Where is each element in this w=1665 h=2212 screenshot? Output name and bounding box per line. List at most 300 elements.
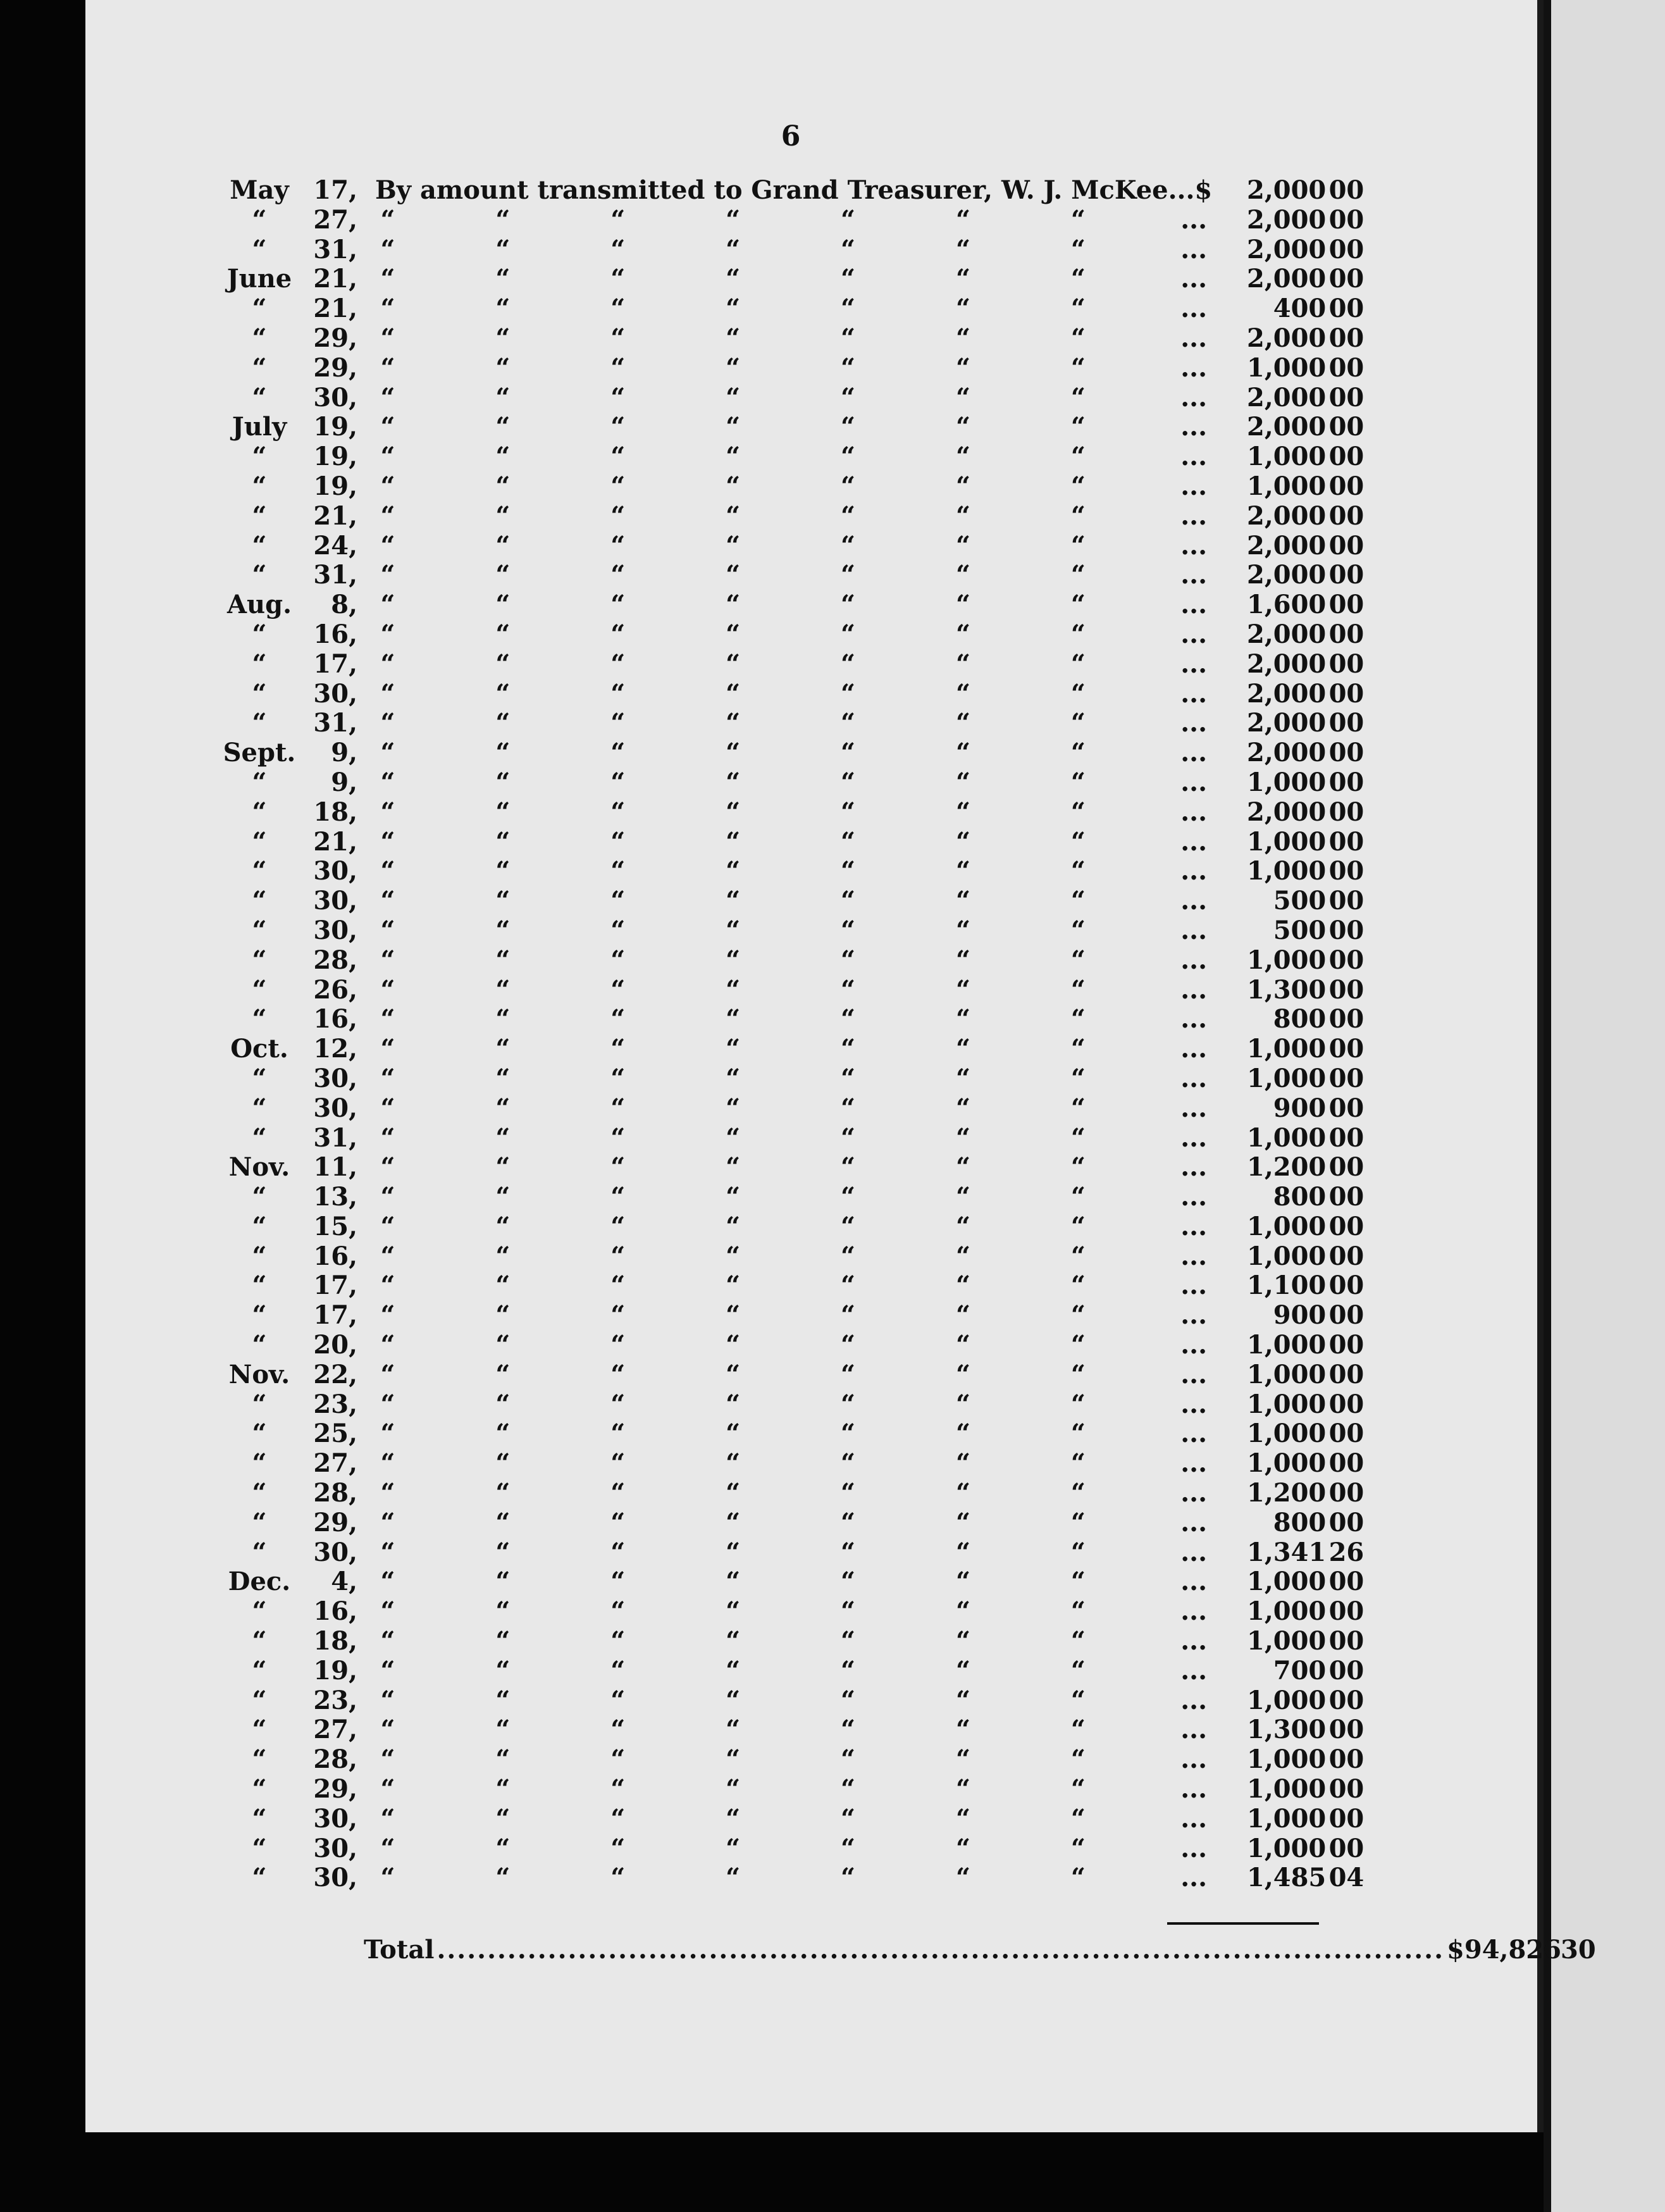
ditto-mark: “ [495,1034,511,1064]
ditto-marks [375,1094,1212,1124]
ledger-row [218,324,1364,354]
ditto-mark: “ [841,1567,856,1597]
row-cents: 00 [1328,382,1365,413]
ditto-mark: “ [610,1567,626,1597]
row-cents: 00 [1328,619,1365,649]
ledger-row [218,1064,1364,1094]
ditto-mark: “ [841,1478,856,1508]
leader-dots: ... [1180,1744,1208,1775]
ditto-mark: “ [726,1626,741,1656]
ledger-row [218,976,1364,1005]
ditto-mark: “ [610,619,626,649]
ditto-mark: “ [610,856,626,886]
ditto-mark: “ [1070,826,1086,857]
ditto-mark: “ [380,1359,395,1389]
ditto-mark: “ [955,471,970,501]
ditto-mark: “ [955,1507,970,1538]
row-description-ditto [357,1183,1212,1212]
row-month: “ [252,1211,267,1241]
ditto-mark: “ [1070,1626,1086,1656]
row-description-ditto [357,1035,1212,1064]
row-amount: 1,000 [1246,1211,1327,1241]
row-amount: 2,000 [1246,175,1327,205]
row-month: “ [252,234,267,264]
ditto-mark: “ [841,1359,856,1389]
ditto-mark: “ [1070,471,1086,501]
ditto-mark: “ [841,678,856,709]
row-amount: 1,000 [1246,1330,1327,1360]
leader-dots: ... [1180,382,1208,413]
row-day: 22, [313,1359,357,1389]
ditto-mark: “ [495,1507,511,1538]
ditto-mark: “ [955,767,970,797]
ledger-row [218,1419,1364,1449]
row-cents: 00 [1328,1004,1365,1035]
row-description-ditto [357,798,1212,828]
ditto-marks [375,1242,1212,1272]
row-description-ditto [357,206,1212,235]
ledger-row [218,1005,1364,1035]
row-amount: 500 [1273,915,1327,945]
row-description-ditto [357,976,1212,1005]
ditto-marks [375,1035,1212,1064]
leader-dots: ... [1180,1271,1208,1301]
row-amount: 2,000 [1246,500,1327,531]
row-day: 28, [313,1478,357,1508]
ledger-row [218,916,1364,946]
ditto-mark: “ [1070,1655,1086,1686]
ditto-mark: “ [610,974,626,1005]
ditto-mark: “ [726,1004,741,1035]
ditto-marks [375,1656,1212,1686]
ditto-marks [375,1538,1212,1568]
ditto-mark: “ [610,826,626,857]
row-day: 30, [313,1863,357,1893]
ditto-mark: “ [610,412,626,442]
ditto-mark: “ [610,767,626,797]
ditto-mark: “ [380,382,395,413]
ditto-mark: “ [726,649,741,679]
ditto-mark: “ [726,590,741,620]
ditto-mark: “ [380,1034,395,1064]
ditto-mark: “ [380,1567,395,1597]
row-day: 8, [331,590,357,620]
ditto-mark: “ [495,1863,511,1893]
row-day: 11, [313,1152,357,1183]
leader-dots: ... [1180,708,1208,738]
row-month: “ [252,1063,267,1093]
ditto-mark: “ [841,1537,856,1567]
ditto-mark: “ [841,1152,856,1183]
row-day: 29, [313,1774,357,1805]
ditto-mark: “ [955,1182,970,1212]
ledger-row [218,709,1364,738]
row-cents: 00 [1328,1774,1365,1805]
ditto-mark: “ [610,678,626,709]
ditto-mark: “ [1070,1152,1086,1183]
row-amount: 1,000 [1246,471,1327,501]
ditto-mark: “ [1070,1093,1086,1123]
ditto-mark: “ [841,1715,856,1745]
ditto-mark: “ [841,1211,856,1241]
row-cents: 00 [1328,797,1365,827]
ditto-mark: “ [955,234,970,264]
row-amount: 1,200 [1246,1478,1327,1508]
row-day: 30, [313,1093,357,1123]
row-month: “ [252,1685,267,1715]
ledger-row [218,1124,1364,1153]
ditto-mark: “ [495,767,511,797]
ditto-mark: “ [955,649,970,679]
ditto-mark: “ [495,708,511,738]
row-day: 28, [313,1744,357,1775]
adjacent-page-edge [1544,0,1665,2212]
ditto-mark: “ [955,204,970,235]
ditto-mark: “ [726,856,741,886]
ditto-mark: “ [1070,1863,1086,1893]
ditto-mark: “ [380,1863,395,1893]
row-cents: 00 [1328,767,1365,797]
row-cents: 00 [1328,1744,1365,1775]
ditto-mark: “ [380,767,395,797]
ditto-mark: “ [955,1211,970,1241]
ditto-mark: “ [1070,1034,1086,1064]
row-amount: 1,300 [1246,974,1327,1005]
ditto-mark: “ [841,471,856,501]
row-description-ditto [357,1449,1212,1479]
row-day: 16, [313,619,357,649]
ditto-mark: “ [726,1715,741,1745]
leader-dots: ... [1180,1774,1208,1805]
row-month: “ [252,352,267,383]
ditto-mark: “ [1070,560,1086,590]
row-day: 20, [313,1330,357,1360]
leader-dots: ... [1180,1182,1208,1212]
row-description-ditto [357,264,1212,294]
ditto-mark: “ [841,412,856,442]
ditto-mark: “ [380,1300,395,1331]
row-description-ditto [357,590,1212,620]
row-amount: 2,000 [1246,708,1327,738]
ditto-mark: “ [380,1004,395,1035]
ditto-marks [375,798,1212,828]
ditto-marks [375,383,1212,413]
ledger-row [218,383,1364,413]
row-description-ditto [357,916,1212,946]
ditto-marks [375,650,1212,680]
row-day: 30, [313,886,357,916]
ditto-mark: “ [726,1448,741,1479]
ditto-marks [375,1686,1212,1716]
ditto-mark: “ [726,1182,741,1212]
ditto-marks [375,1567,1212,1597]
ditto-mark: “ [955,1478,970,1508]
ditto-mark: “ [380,1211,395,1241]
row-cents: 00 [1328,915,1365,945]
leader-dots: ... [1180,1803,1208,1834]
ditto-mark: “ [1070,1004,1086,1035]
ditto-mark: “ [726,204,741,235]
ditto-mark: “ [495,412,511,442]
ditto-mark: “ [726,294,741,324]
ditto-mark: “ [726,1034,741,1064]
ditto-mark: “ [726,708,741,738]
ditto-mark: “ [380,530,395,561]
ditto-mark: “ [610,234,626,264]
ditto-mark: “ [610,1359,626,1389]
ditto-mark: “ [955,1715,970,1745]
row-amount: 2,000 [1246,204,1327,235]
ditto-mark: “ [380,412,395,442]
ditto-mark: “ [841,323,856,353]
ditto-mark: “ [380,915,395,945]
row-month: “ [252,915,267,945]
leader-dots: ... [1180,826,1208,857]
ditto-mark: “ [380,1626,395,1656]
total-leader-dots: .................................................................................................... [436,1935,1445,1965]
ditto-mark: “ [610,530,626,561]
row-month: “ [252,1300,267,1331]
ledger-row [218,235,1364,265]
row-day: 31, [313,708,357,738]
ledger-row [218,620,1364,650]
ditto-mark: “ [380,649,395,679]
ditto-mark: “ [726,1122,741,1153]
ditto-mark: “ [1070,738,1086,768]
ledger-row [218,886,1364,916]
ditto-mark: “ [495,974,511,1005]
ditto-mark: “ [841,382,856,413]
row-amount: 1,300 [1246,1715,1327,1745]
ditto-mark: “ [610,1715,626,1745]
ditto-mark: “ [955,1774,970,1805]
ditto-marks [375,1863,1212,1893]
ditto-marks [375,1715,1212,1745]
row-cents: 00 [1328,590,1365,620]
ditto-mark: “ [495,1182,511,1212]
ditto-mark: “ [380,1448,395,1479]
row-month: “ [252,1626,267,1656]
ditto-mark: “ [495,1389,511,1419]
leader-dots: ... [1180,1122,1208,1153]
row-day: 28, [313,945,357,975]
row-amount: 2,000 [1246,264,1327,294]
ditto-mark: “ [1070,1241,1086,1271]
ditto-mark: “ [955,1271,970,1301]
row-cents: 00 [1328,1182,1365,1212]
row-month: “ [252,1093,267,1123]
row-amount: 900 [1273,1093,1327,1123]
ditto-mark: “ [495,945,511,975]
row-amount: 1,000 [1246,1833,1327,1863]
row-amount: 1,000 [1246,826,1327,857]
row-description-ditto [357,709,1212,738]
row-amount: 2,000 [1246,649,1327,679]
row-cents: 00 [1328,352,1365,383]
ledger-row [218,946,1364,976]
row-cents: 00 [1328,1300,1365,1331]
ditto-mark: “ [955,678,970,709]
row-cents: 00 [1328,1330,1365,1360]
row-month: “ [252,708,267,738]
row-day: 31, [313,234,357,264]
row-month: Nov. [228,1152,290,1183]
ditto-mark: “ [955,915,970,945]
ledger-row [218,206,1364,235]
row-description-ditto [357,1567,1212,1597]
ditto-mark: “ [841,738,856,768]
ditto-mark: “ [495,1419,511,1449]
ditto-mark: “ [495,797,511,827]
ditto-mark: “ [1070,856,1086,886]
ditto-mark: “ [610,590,626,620]
row-description-ditto [357,1627,1212,1656]
ditto-mark: “ [380,352,395,383]
row-day: 16, [313,1004,357,1035]
row-month: “ [252,560,267,590]
ledger-row [218,1745,1364,1775]
ditto-mark: “ [495,500,511,531]
ditto-mark: “ [610,323,626,353]
ditto-mark: “ [495,1774,511,1805]
row-month: “ [252,294,267,324]
leader-dots: ... [1180,1034,1208,1064]
row-month: June [226,264,292,294]
ledger-row [218,1479,1364,1508]
leader-dots: ... [1180,797,1208,827]
ditto-mark: “ [955,974,970,1005]
row-cents: 00 [1328,974,1365,1005]
leader-dots: ... [1180,471,1208,501]
row-cents: 00 [1328,1063,1365,1093]
row-month: “ [252,1744,267,1775]
leader-dots: ... [1180,1300,1208,1331]
ditto-marks [375,531,1212,561]
leader-dots: ... [1180,1537,1208,1567]
ditto-mark: “ [1070,915,1086,945]
row-cents: 00 [1328,678,1365,709]
ditto-mark: “ [1070,886,1086,916]
ditto-mark: “ [841,1004,856,1035]
ditto-mark: “ [726,500,741,531]
ledger-row [218,738,1364,768]
ditto-mark: “ [841,294,856,324]
ditto-mark: “ [610,1833,626,1863]
ditto-mark: “ [495,856,511,886]
row-month: “ [252,1419,267,1449]
ditto-mark: “ [610,886,626,916]
ditto-mark: “ [610,560,626,590]
row-day: 18, [313,1626,357,1656]
total-rule [1167,1922,1319,1925]
row-day: 19, [313,442,357,472]
ditto-mark: “ [841,1774,856,1805]
row-description-ditto [357,1153,1212,1183]
ditto-mark: “ [841,1685,856,1715]
row-cents: 00 [1328,1596,1365,1627]
ditto-mark: “ [495,1241,511,1271]
ditto-mark: “ [380,945,395,975]
row-cents: 00 [1328,234,1365,264]
row-description-ditto [357,1656,1212,1686]
row-month: “ [252,1596,267,1627]
ditto-marks [375,1301,1212,1331]
row-cents: 00 [1328,264,1365,294]
ditto-mark: “ [1070,323,1086,353]
row-amount: 1,600 [1246,590,1327,620]
ditto-mark: “ [610,382,626,413]
ditto-mark: “ [380,1537,395,1567]
ditto-mark: “ [380,323,395,353]
row-month: “ [252,1182,267,1212]
row-description-ditto [357,1064,1212,1094]
row-amount: 1,000 [1246,1241,1327,1271]
ditto-marks [375,1331,1212,1360]
ditto-mark: “ [955,1004,970,1035]
row-description-ditto [357,1834,1212,1864]
ditto-mark: “ [1070,678,1086,709]
row-cents: 00 [1328,856,1365,886]
ditto-mark: “ [726,915,741,945]
ditto-mark: “ [841,1419,856,1449]
row-cents: 00 [1328,1093,1365,1123]
row-cents: 00 [1328,471,1365,501]
ditto-mark: “ [610,442,626,472]
row-description-ditto [357,502,1212,531]
row-amount: 1,000 [1246,1448,1327,1479]
leader-dots: ... [1180,1330,1208,1360]
ditto-marks [375,1360,1212,1390]
leader-dots: ... [1180,1419,1208,1449]
row-cents: 00 [1328,708,1365,738]
ditto-marks [375,1805,1212,1834]
ditto-mark: “ [495,826,511,857]
ditto-mark: “ [955,1596,970,1627]
row-cents: 00 [1328,1478,1365,1508]
row-month: “ [252,382,267,413]
ditto-marks [375,590,1212,620]
ditto-mark: “ [726,767,741,797]
leader-dots: ... [1180,412,1208,442]
row-day: 19, [313,471,357,501]
ditto-mark: “ [495,234,511,264]
ledger-row [218,1242,1364,1272]
ditto-mark: “ [1070,1389,1086,1419]
ditto-mark: “ [495,738,511,768]
row-amount: 1,000 [1246,1626,1327,1656]
ditto-mark: “ [955,945,970,975]
ditto-marks [375,1064,1212,1094]
ditto-mark: “ [841,649,856,679]
row-amount: 2,000 [1246,619,1327,649]
ditto-mark: “ [1070,264,1086,294]
ditto-marks [375,1271,1212,1301]
ledger-row [218,1715,1364,1745]
row-day: 30, [313,1063,357,1093]
row-day: 21, [313,500,357,531]
ditto-mark: “ [841,1063,856,1093]
row-cents: 00 [1328,1211,1365,1241]
row-month: “ [252,1448,267,1479]
ditto-mark: “ [726,886,741,916]
ditto-marks [375,709,1212,738]
leader-dots: ... [1180,352,1208,383]
ledger-row [218,472,1364,502]
row-amount: 1,000 [1246,442,1327,472]
row-amount: 1,000 [1246,1389,1327,1419]
leader-dots: ... [1180,1626,1208,1656]
ditto-mark: “ [495,1833,511,1863]
